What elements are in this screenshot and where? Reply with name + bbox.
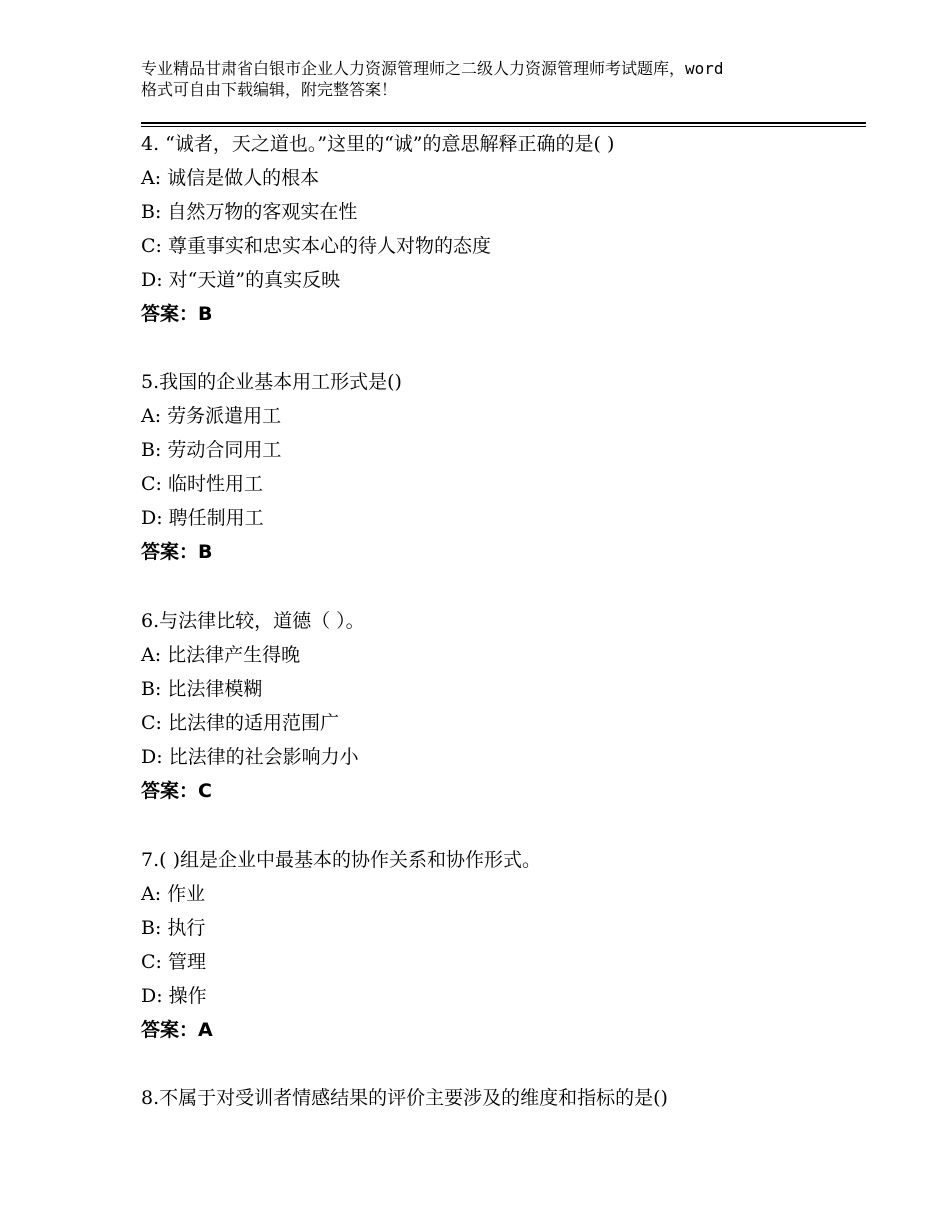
header-line-2: 格式可自由下载编辑，附完整答案！ (141, 80, 398, 99)
question-7 (141, 843, 861, 1047)
answer-line: 答案：B (141, 303, 213, 325)
option-a: A: 作业 (141, 883, 206, 905)
question-stem: 7.( )组是企业中最基本的协作关系和协作形式。 (141, 849, 541, 871)
question-4 (141, 127, 861, 331)
option-b: B: 执行 (141, 917, 206, 939)
option-c: C: 临时性用工 (141, 473, 263, 495)
option-a: A: 劳务派遣用工 (141, 405, 282, 427)
option-d: D: 操作 (141, 985, 207, 1007)
answer-line: 答案：A (141, 1019, 213, 1041)
option-d: D: 比法律的社会影响力小 (141, 746, 359, 768)
question-6 (141, 604, 861, 808)
question-stem: 5.我国的企业基本用工形式是() (141, 371, 402, 393)
option-d: D: 对“天道”的真实反映 (141, 269, 341, 291)
option-a: A: 诚信是做人的根本 (141, 167, 320, 189)
option-c: C: 尊重事实和忠实本心的待人对物的态度 (141, 235, 491, 257)
header-line-1: 专业精品甘肃省白银市企业人力资源管理师之二级人力资源管理师考试题库，word (141, 59, 724, 78)
header-divider-thick (141, 122, 866, 124)
question-5 (141, 365, 861, 569)
option-c: C: 管理 (141, 951, 206, 973)
option-c: C: 比法律的适用范围广 (141, 712, 339, 734)
option-a: A: 比法律产生得晚 (141, 644, 301, 666)
option-b: B: 比法律模糊 (141, 678, 263, 700)
question-stem: 4. “诚者，天之道也。”这里的“诚”的意思解释正确的是( ) (141, 133, 615, 155)
option-d: D: 聘任制用工 (141, 507, 264, 529)
question-stem: 6.与法律比较，道德（ ）。 (141, 610, 365, 632)
answer-line: 答案：B (141, 541, 213, 563)
option-b: B: 自然万物的客观实在性 (141, 201, 358, 223)
answer-line: 答案：C (141, 780, 212, 802)
question-8 (141, 1081, 861, 1115)
option-b: B: 劳动合同用工 (141, 439, 282, 461)
question-stem: 8.不属于对受训者情感结果的评价主要涉及的维度和指标的是() (141, 1087, 668, 1109)
document-header (141, 58, 841, 100)
